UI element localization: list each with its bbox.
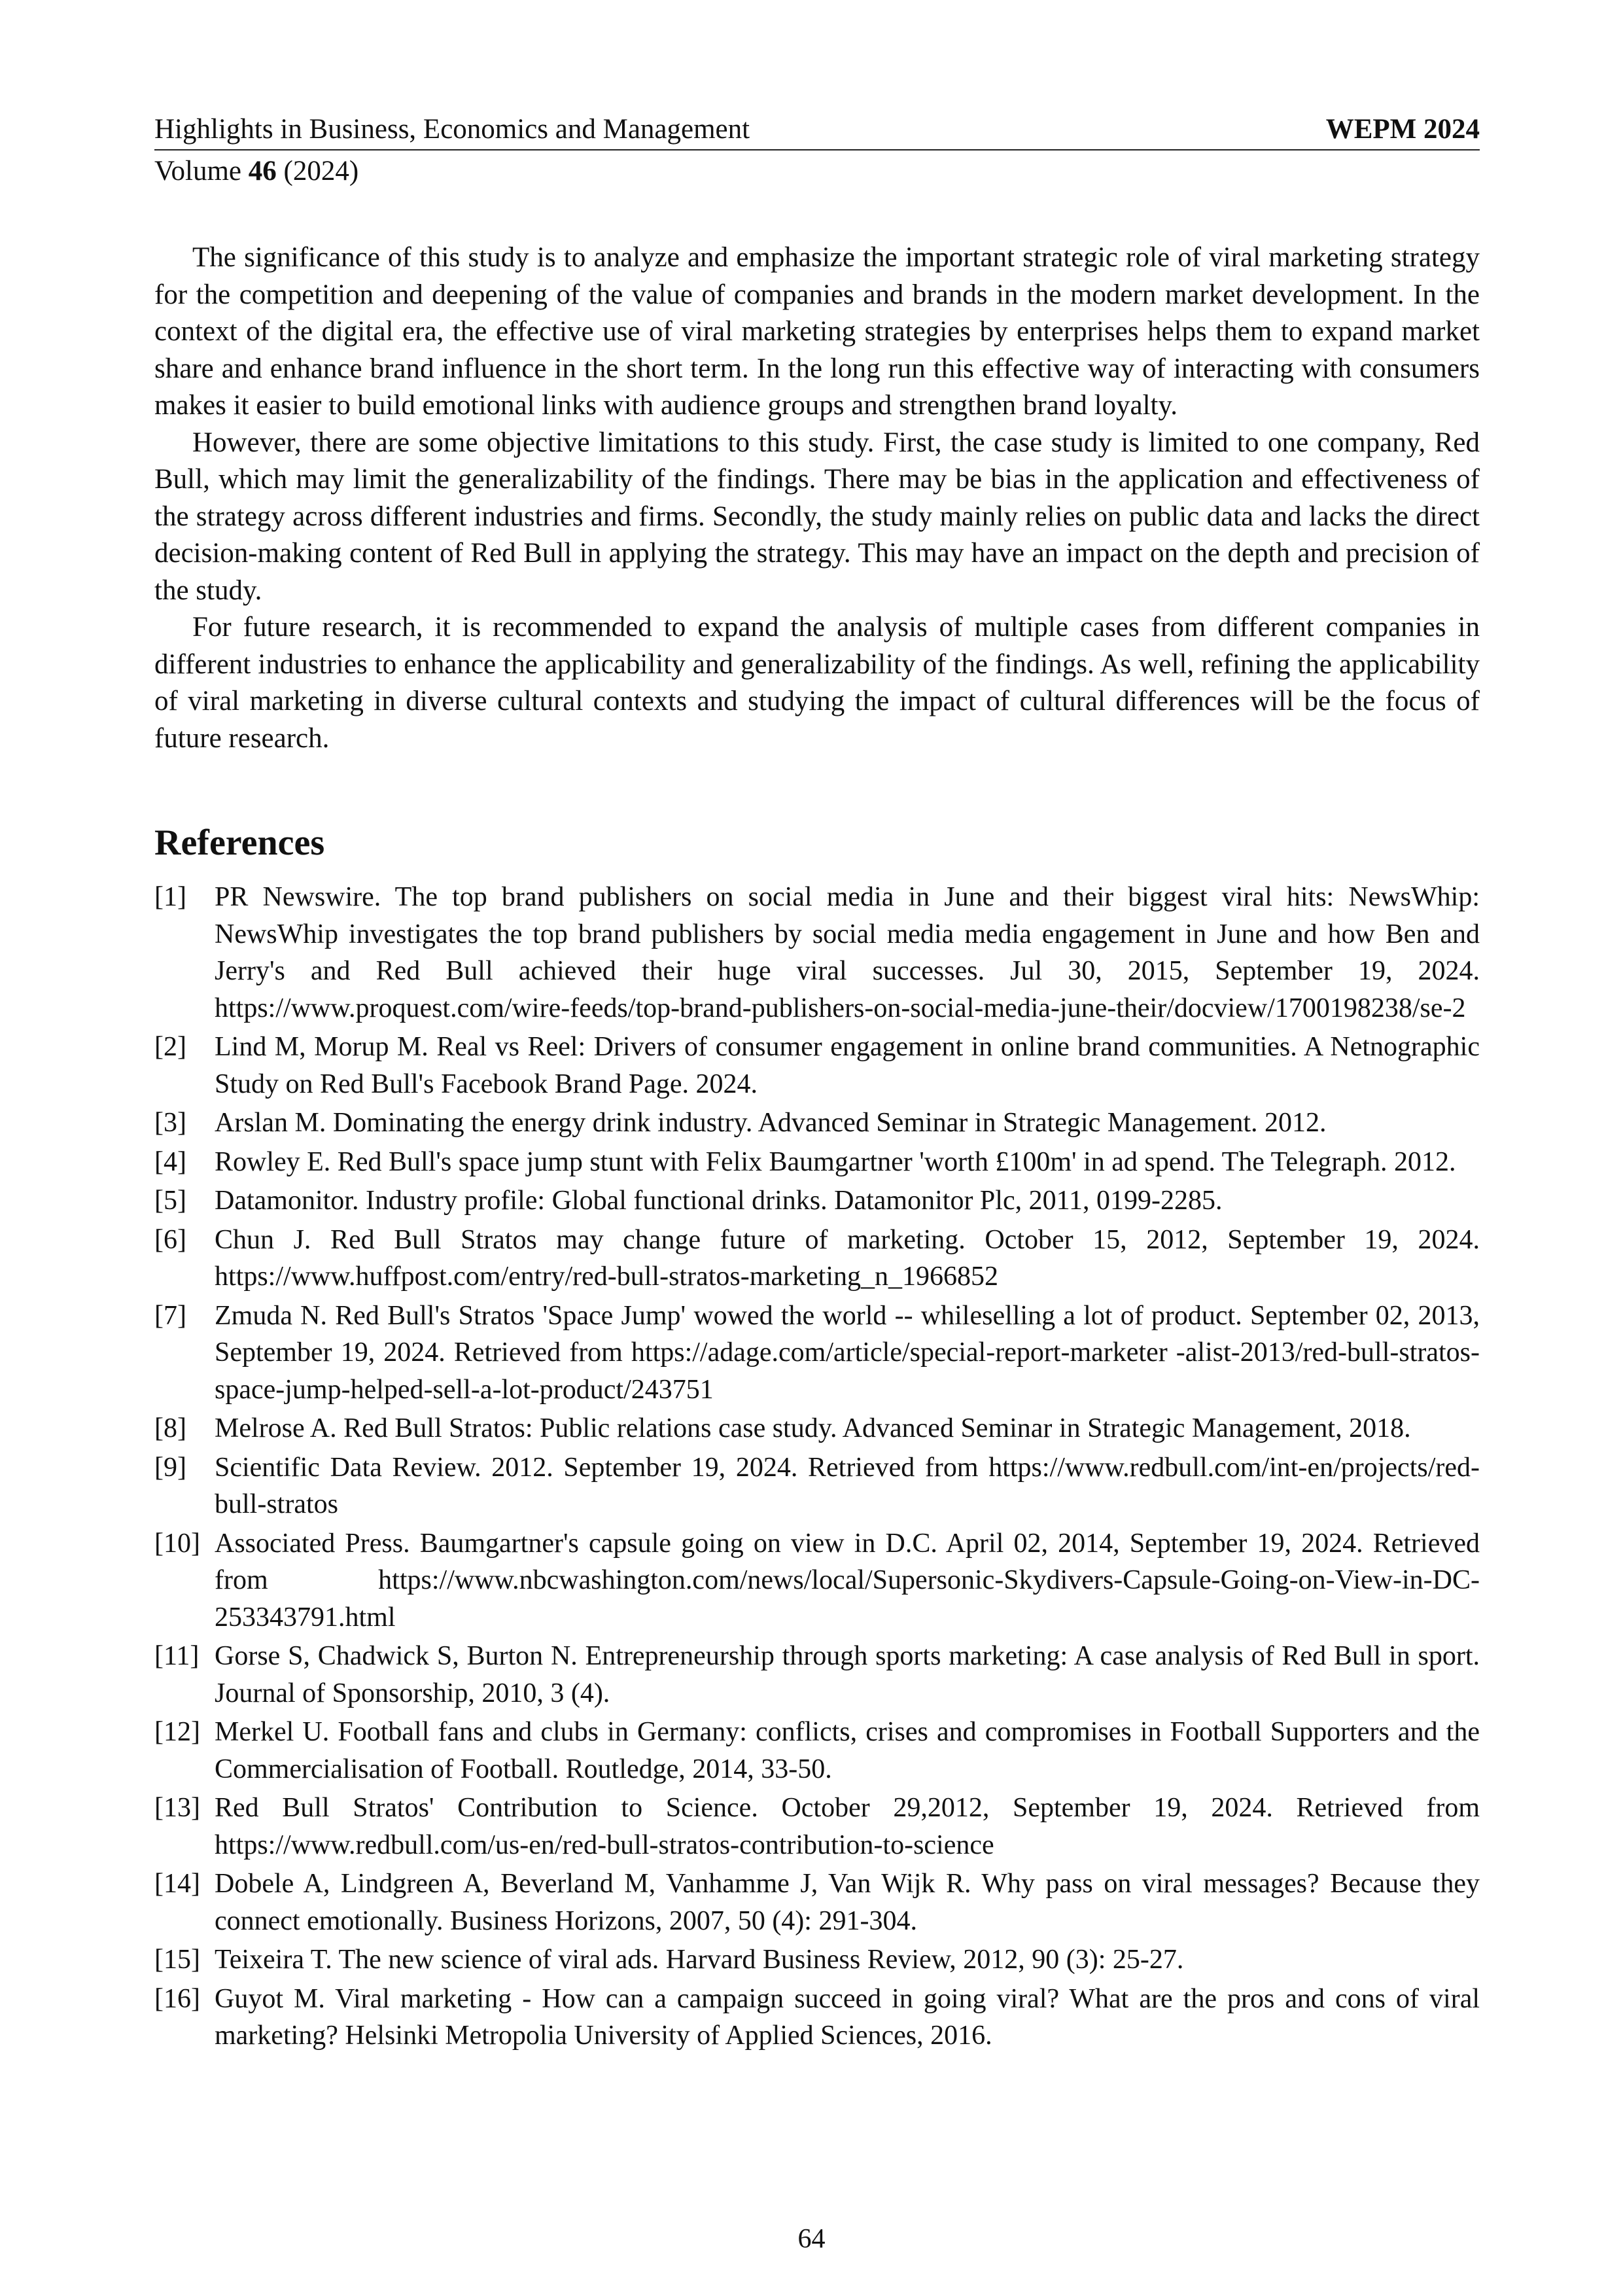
- reference-list: [154, 879, 1480, 2055]
- reference-item: [154, 1525, 1480, 1636]
- reference-item: [154, 1144, 1480, 1181]
- reference-number: [2]: [154, 1032, 186, 1062]
- reference-text: Red Bull Stratos' Contribution to Science. October 29,2012, September 19, 2024. Retrieved from https://www.redbull.com/us-en/red-bull-stratos-contribution-to-science: [215, 1793, 1480, 1860]
- references-heading: References: [154, 822, 325, 863]
- volume-number: 46: [248, 156, 277, 186]
- paragraph: For future research, it is recommended to expand the analysis of multiple cases from different companies in different industries to enhance the applicability and generalizability of the findings. As well, refining the applicability of viral marketing in diverse cultural contexts and studying the impact of cultural differences will be the focus of future research.: [154, 612, 1480, 754]
- reference-text: Associated Press. Baumgartner's capsule going on view in D.C. April 02, 2014, September 19, 2024. Retrieved from https://www.nbcwashington.com/news/local/Supersonic-Skydivers-Capsule-Going-on-View-in-DC-253343791.html: [215, 1528, 1480, 1633]
- reference-number: [9]: [154, 1452, 186, 1483]
- reference-number: [8]: [154, 1413, 186, 1443]
- reference-text: Melrose A. Red Bull Stratos: Public relations case study. Advanced Seminar in Strategic Management, 2018.: [215, 1413, 1411, 1443]
- reference-item: [154, 1941, 1480, 1979]
- reference-number: [14]: [154, 1869, 200, 1899]
- reference-item: [154, 1981, 1480, 2055]
- reference-number: [15]: [154, 1945, 200, 1975]
- reference-number: [4]: [154, 1146, 186, 1177]
- running-head: [154, 111, 1480, 150]
- reference-text: Guyot M. Viral marketing - How can a campaign succeed in going viral? What are the pros and cons of viral marketing? Helsinki Metropolia University of Applied Sciences, 2016.: [215, 1983, 1480, 2051]
- reference-text: Gorse S, Chadwick S, Burton N. Entrepreneurship through sports marketing: A case analysis of Red Bull in sport. Journal of Sponsorship, 2010, 3 (4).: [215, 1641, 1480, 1708]
- reference-number: [12]: [154, 1717, 200, 1747]
- reference-number: [11]: [154, 1641, 200, 1671]
- reference-item: [154, 1410, 1480, 1447]
- reference-text: Arslan M. Dominating the energy drink industry. Advanced Seminar in Strategic Management. 2012.: [215, 1108, 1327, 1138]
- journal-title: Highlights in Business, Economics and Management: [154, 114, 750, 145]
- reference-item: [154, 1029, 1480, 1103]
- reference-number: [1]: [154, 882, 186, 912]
- reference-number: [7]: [154, 1300, 186, 1331]
- reference-number: [13]: [154, 1793, 200, 1823]
- reference-item: [154, 1638, 1480, 1712]
- reference-item: [154, 1865, 1480, 1939]
- reference-item: [154, 1222, 1480, 1296]
- reference-item: [154, 1449, 1480, 1523]
- reference-item: [154, 1104, 1480, 1142]
- reference-number: [10]: [154, 1528, 200, 1559]
- paragraph: The significance of this study is to analyze and emphasize the important strategic role of viral marketing strategy for the competition and deepening of the value of companies and brands in the modern market development. In the context of the digital era, the effective use of viral marketing strategies by enterprises helps them to expand market share and enhance brand influence in the short term. In the long run this effective way of interacting with consumers makes it easier to build emotional links with audience groups and strengthen brand loyalty.: [154, 242, 1480, 421]
- reference-text: Rowley E. Red Bull's space jump stunt with Felix Baumgartner 'worth £100m' in ad spend. The Telegraph. 2012.: [215, 1146, 1456, 1177]
- reference-text: Merkel U. Football fans and clubs in Germany: conflicts, crises and compromises in Football Supporters and the Commercialisation of Football. Routledge, 2014, 33-50.: [215, 1717, 1480, 1784]
- reference-text: Teixeira T. The new science of viral ads. Harvard Business Review, 2012, 90 (3): 25-27.: [215, 1945, 1184, 1975]
- reference-item: [154, 1790, 1480, 1863]
- reference-item: [154, 1182, 1480, 1220]
- volume-year: (2024): [283, 156, 359, 186]
- reference-text: PR Newswire. The top brand publishers on social media in June and their biggest viral hits: NewsWhip: NewsWhip investigates the top brand publishers by social media media engagement in June and how Ben and Jerry's and Red Bull achieved their huge viral successes. Jul 30, 2015, September 19, 2024. https://www.proquest.com/wire-feeds/top-brand-publishers-on-social-media-june-their/docview/1700198238/se-2: [215, 882, 1480, 1023]
- reference-number: [16]: [154, 1983, 200, 2014]
- reference-text: Scientific Data Review. 2012. September 19, 2024. Retrieved from https://www.redbull.com/int-en/projects/red-bull-stratos: [215, 1452, 1480, 1519]
- reference-number: [5]: [154, 1186, 186, 1216]
- reference-item: [154, 879, 1480, 1027]
- volume-label: Volume: [154, 156, 241, 186]
- reference-item: [154, 1298, 1480, 1409]
- volume-line: [154, 152, 1480, 191]
- reference-item: [154, 1714, 1480, 1788]
- reference-text: Zmuda N. Red Bull's Stratos 'Space Jump' wowed the world -- whileselling a lot of product. September 02, 2013, September 19, 2024. Retrieved from https://adage.com/article/special-report-marketer -alist-2013/red-bull-stratos-space-jump-helped-sell-a-lot-product/243751: [215, 1300, 1480, 1405]
- reference-text: Chun J. Red Bull Stratos may change future of marketing. October 15, 2012, September 19, 2024. https://www.huffpost.com/entry/red-bull-stratos-marketing_n_1966852: [215, 1224, 1480, 1292]
- paragraph: However, there are some objective limitations to this study. First, the case study is limited to one company, Red Bull, which may limit the generalizability of the findings. There may be bias in the application and effectiveness of the strategy across different industries and firms. Secondly, the study mainly relies on public data and lacks the direct decision-making content of Red Bull in applying the strategy. This may have an impact on the depth and precision of the study.: [154, 427, 1480, 606]
- journal-code: WEPM 2024: [1325, 114, 1480, 145]
- reference-number: [3]: [154, 1108, 186, 1138]
- reference-text: Lind M, Morup M. Real vs Reel: Drivers of consumer engagement in online brand communities. A Netnographic Study on Red Bull's Facebook Brand Page. 2024.: [215, 1032, 1480, 1099]
- reference-text: Datamonitor. Industry profile: Global functional drinks. Datamonitor Plc, 2011, 0199-2285.: [215, 1186, 1223, 1216]
- reference-text: Dobele A, Lindgreen A, Beverland M, Vanhamme J, Van Wijk R. Why pass on viral messages? Because they connect emotionally. Business Horizons, 2007, 50 (4): 291-304.: [215, 1869, 1480, 1936]
- reference-number: [6]: [154, 1224, 186, 1255]
- body-text: [154, 239, 1480, 757]
- paper-page: [154, 111, 1480, 2057]
- page-number: 64: [797, 2224, 826, 2254]
